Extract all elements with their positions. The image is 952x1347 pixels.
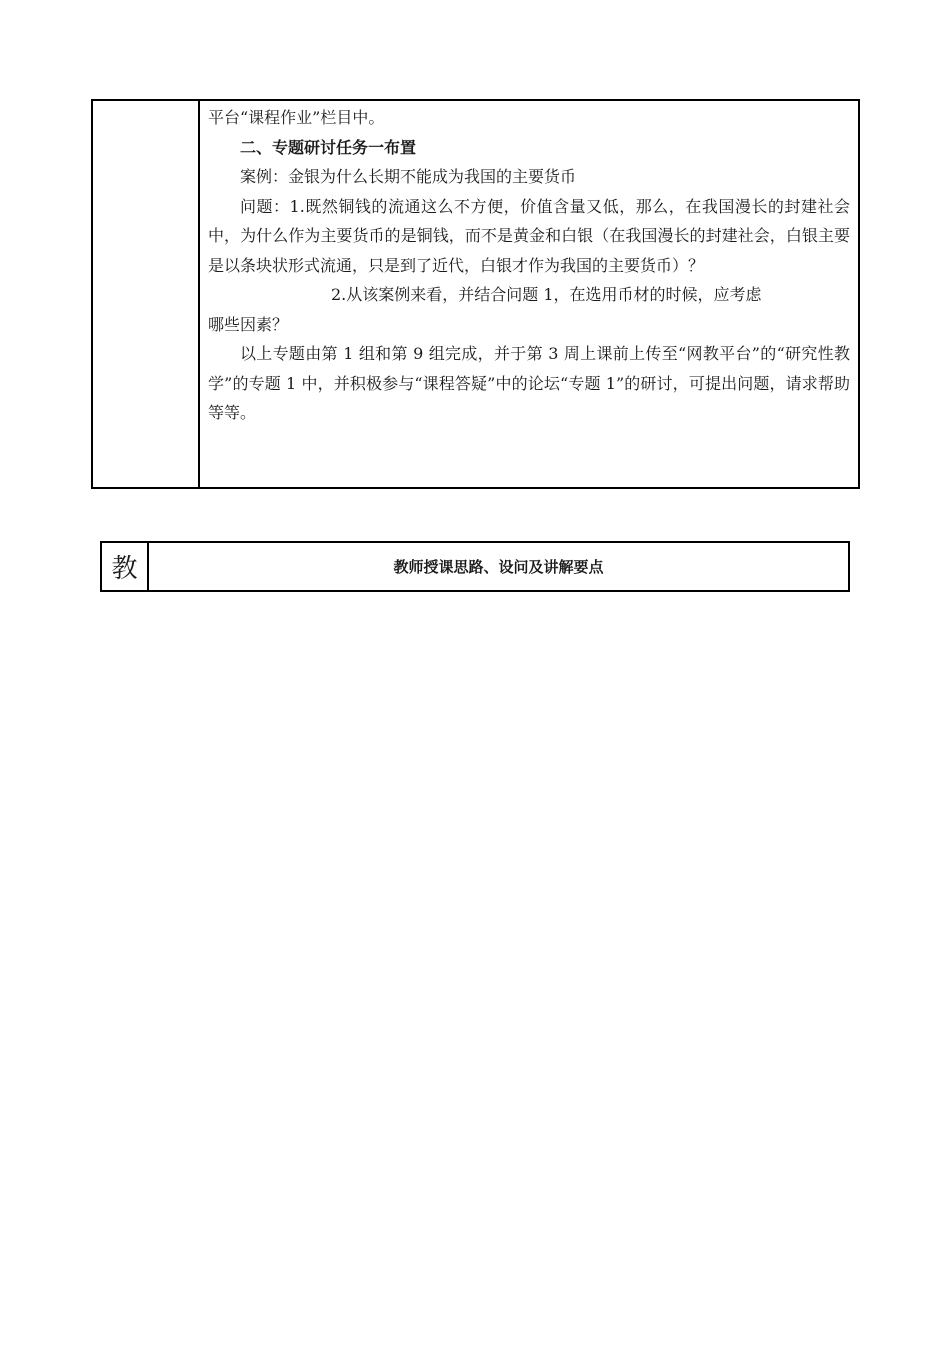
- question-one: 问题：1.既然铜钱的流通这么不方便，价值含量又低，那么，在我国漫长的封建社会中，为什么作为主要货币的是铜钱，而不是黄金和白银（在我国漫长的封建社会，白银主要是以条块状形式流通，只是到了近代，白银才作为我国的主要货币）？: [208, 196, 850, 275]
- teaching-title: 教师授课思路、设问及讲解要点: [393, 558, 604, 576]
- question-two: 2.从该案例来看，并结合问题 1，在选用币材的时候，应考虑: [331, 285, 762, 304]
- assignment-note: 以上专题由第 1 组和第 9 组完成，并于第 3 周上课前上传至“网教平台”的“研究性教学”的专题 1 中，并积极参与“课程答疑”中的论坛“专题 1”的研讨，可提出问题，请求帮助等等。: [208, 344, 850, 422]
- left-empty-cell: [93, 101, 200, 487]
- platform-line: 平台“课程作业”栏目中。: [208, 108, 385, 127]
- teaching-table: [100, 541, 850, 592]
- content-table: [91, 99, 860, 489]
- content-cell: [200, 101, 858, 487]
- case-line: 案例：金银为什么长期不能成为我国的主要货币: [240, 167, 577, 186]
- question-two-continued: 哪些因素？: [208, 314, 289, 334]
- teaching-label: 教: [102, 543, 149, 590]
- section-heading: 二、专题研讨任务一布置: [240, 137, 417, 157]
